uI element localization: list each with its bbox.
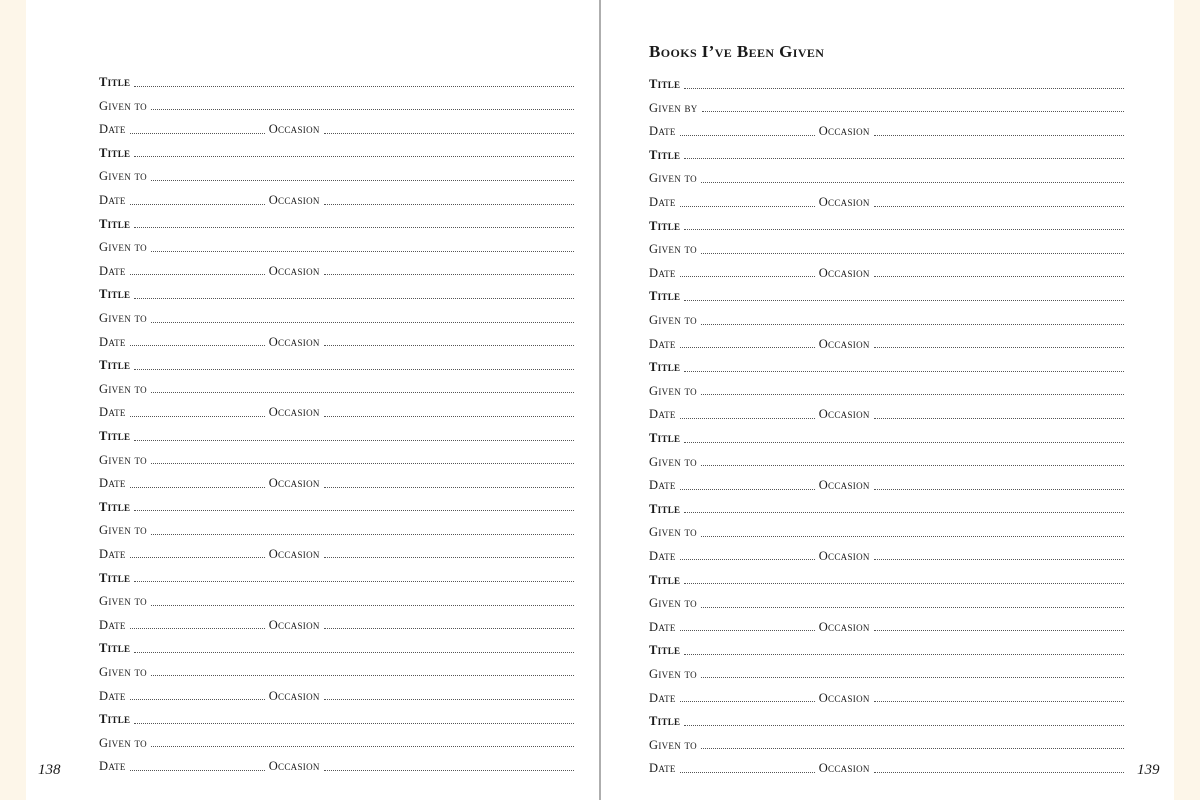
title-label: Title — [649, 431, 681, 445]
entry-given-row — [649, 233, 1124, 257]
given-label: Given by — [649, 100, 698, 115]
entry-date-row — [99, 255, 574, 279]
occasion-line[interactable] — [324, 487, 574, 488]
given-line[interactable] — [151, 392, 574, 393]
right-page — [649, 0, 1124, 800]
entry-given-row — [99, 585, 574, 609]
title-label: Title — [649, 572, 681, 587]
given-line[interactable] — [151, 605, 574, 606]
entry-date-row — [99, 467, 574, 491]
occasion-label: Occasion — [818, 336, 870, 351]
occasion-label: Occasion — [818, 478, 870, 493]
entry-title-row — [649, 705, 1124, 729]
date-line[interactable] — [130, 274, 265, 275]
occasion-line[interactable] — [874, 630, 1124, 631]
occasion-label: Occasion — [268, 546, 320, 561]
page-number-left: 138 — [38, 762, 61, 778]
date-label: Date — [99, 263, 126, 278]
date-line[interactable] — [680, 559, 815, 560]
occasion-line[interactable] — [324, 274, 574, 275]
given-label: Given to — [99, 735, 147, 750]
occasion-label: Occasion — [268, 405, 320, 420]
title-line[interactable] — [134, 652, 574, 653]
date-line[interactable] — [680, 347, 815, 348]
occasion-label: Occasion — [818, 265, 870, 280]
title-line[interactable] — [684, 371, 1124, 372]
date-label: Date — [99, 122, 126, 137]
date-label: Date — [649, 761, 676, 776]
given-label: Given to — [99, 452, 147, 467]
entry-date-row — [649, 681, 1124, 705]
entry-title-row — [99, 66, 574, 90]
entry-given-row — [649, 658, 1124, 682]
entry-date-row — [649, 257, 1124, 281]
occasion-label: Occasion — [818, 690, 870, 705]
entry-title-row — [99, 349, 574, 373]
given-line[interactable] — [701, 182, 1124, 183]
date-label: Date — [649, 336, 676, 351]
occasion-line[interactable] — [874, 135, 1124, 136]
entry-given-row — [99, 656, 574, 680]
occasion-label: Occasion — [268, 193, 320, 208]
left-entry-list — [99, 66, 574, 774]
date-label: Date — [99, 405, 126, 420]
entry-title-row — [649, 563, 1124, 587]
given-line[interactable] — [701, 465, 1124, 466]
entry-given-row — [649, 162, 1124, 186]
entry-date-row — [99, 750, 574, 774]
entry-given-row — [99, 231, 574, 255]
date-line[interactable] — [130, 487, 265, 488]
given-line[interactable] — [701, 748, 1124, 749]
given-line[interactable] — [151, 534, 574, 535]
entry-title-row — [649, 634, 1124, 658]
date-line[interactable] — [680, 418, 815, 419]
title-label: Title — [99, 429, 131, 443]
given-line[interactable] — [701, 394, 1124, 395]
date-line[interactable] — [130, 628, 265, 629]
title-line[interactable] — [134, 510, 574, 511]
entry-given-row — [99, 302, 574, 326]
title-label: Title — [649, 147, 681, 162]
entry-date-row — [649, 469, 1124, 493]
given-line[interactable] — [701, 536, 1124, 537]
given-line[interactable] — [151, 251, 574, 252]
given-label: Given to — [649, 737, 697, 752]
date-label: Date — [99, 617, 126, 632]
occasion-line[interactable] — [324, 628, 574, 629]
entry-title-row — [649, 422, 1124, 446]
given-line[interactable] — [151, 675, 574, 676]
entry-given-row — [99, 160, 574, 184]
date-label: Date — [649, 690, 676, 705]
given-label: Given to — [649, 666, 697, 681]
entry-given-row — [99, 727, 574, 751]
date-label: Date — [99, 476, 126, 491]
entry-title-row — [649, 493, 1124, 517]
title-line[interactable] — [684, 300, 1124, 301]
occasion-label: Occasion — [268, 688, 320, 703]
title-label: Title — [649, 289, 681, 304]
entry-date-row — [649, 398, 1124, 422]
occasion-line[interactable] — [324, 770, 574, 771]
entry-date-row — [649, 186, 1124, 210]
occasion-line[interactable] — [874, 347, 1124, 348]
entry-title-row — [649, 210, 1124, 234]
entry-title-row — [649, 139, 1124, 163]
page-gutter — [599, 0, 601, 800]
date-line[interactable] — [680, 206, 815, 207]
entry-title-row — [649, 280, 1124, 304]
date-label: Date — [649, 619, 676, 634]
occasion-line[interactable] — [874, 418, 1124, 419]
title-label: Title — [99, 287, 131, 302]
date-label: Date — [649, 478, 676, 493]
title-line[interactable] — [134, 440, 574, 441]
date-line[interactable] — [680, 772, 815, 773]
given-label: Given to — [99, 98, 147, 113]
entry-date-row — [99, 396, 574, 420]
entry-date-row — [99, 113, 574, 137]
occasion-line[interactable] — [324, 557, 574, 558]
occasion-line[interactable] — [874, 559, 1124, 560]
occasion-line[interactable] — [874, 489, 1124, 490]
given-line[interactable] — [151, 180, 574, 181]
entry-given-row — [649, 92, 1124, 116]
given-line[interactable] — [702, 111, 1124, 112]
title-line[interactable] — [134, 227, 574, 228]
title-line[interactable] — [134, 581, 574, 582]
title-label: Title — [649, 218, 681, 233]
date-line[interactable] — [680, 701, 815, 702]
occasion-label: Occasion — [268, 476, 320, 491]
occasion-label: Occasion — [268, 759, 320, 774]
occasion-line[interactable] — [874, 206, 1124, 207]
page-heading: Books I’ve Been Given — [649, 42, 825, 61]
entry-date-row — [99, 609, 574, 633]
title-label: Title — [99, 216, 131, 231]
occasion-line[interactable] — [324, 133, 574, 134]
date-label: Date — [649, 265, 676, 280]
date-line[interactable] — [130, 416, 265, 417]
entry-given-row — [649, 587, 1124, 611]
entry-given-row — [99, 90, 574, 114]
given-label: Given to — [99, 381, 147, 396]
title-line[interactable] — [134, 369, 574, 370]
entry-date-row — [99, 326, 574, 350]
title-label: Title — [99, 570, 131, 585]
occasion-label: Occasion — [818, 407, 870, 422]
entry-date-row — [649, 540, 1124, 564]
date-line[interactable] — [680, 489, 815, 490]
occasion-label: Occasion — [268, 334, 320, 349]
entry-date-row — [99, 538, 574, 562]
title-line[interactable] — [684, 583, 1124, 584]
date-label: Date — [99, 334, 126, 349]
title-line[interactable] — [684, 88, 1124, 89]
title-line[interactable] — [684, 442, 1124, 443]
date-line[interactable] — [130, 133, 265, 134]
occasion-label: Occasion — [818, 195, 870, 210]
entry-given-row — [99, 514, 574, 538]
occasion-label: Occasion — [268, 617, 320, 632]
entry-given-row — [99, 444, 574, 468]
entry-title-row — [99, 561, 574, 585]
date-line[interactable] — [130, 770, 265, 771]
entry-date-row — [99, 184, 574, 208]
given-label: Given to — [649, 525, 697, 540]
date-label: Date — [649, 195, 676, 210]
occasion-label: Occasion — [818, 619, 870, 634]
title-label: Title — [649, 360, 681, 375]
given-label: Given to — [649, 242, 697, 257]
given-label: Given to — [649, 313, 697, 328]
entry-title-row — [99, 137, 574, 161]
title-line[interactable] — [684, 229, 1124, 230]
entry-date-row — [649, 328, 1124, 352]
given-label: Given to — [99, 664, 147, 679]
page-number-right: 139 — [1137, 762, 1160, 778]
entry-title-row — [99, 208, 574, 232]
occasion-label: Occasion — [268, 263, 320, 278]
entry-title-row — [99, 420, 574, 444]
given-label: Given to — [99, 311, 147, 326]
entry-title-row — [99, 703, 574, 727]
given-label: Given to — [649, 383, 697, 398]
occasion-line[interactable] — [324, 204, 574, 205]
given-label: Given to — [649, 171, 697, 186]
date-label: Date — [649, 407, 676, 422]
given-line[interactable] — [701, 677, 1124, 678]
entry-date-row — [649, 752, 1124, 776]
title-line[interactable] — [134, 298, 574, 299]
given-label: Given to — [649, 454, 697, 469]
given-line[interactable] — [151, 746, 574, 747]
occasion-line[interactable] — [324, 345, 574, 346]
title-label: Title — [649, 77, 681, 92]
entry-title-row — [99, 491, 574, 515]
entry-title-row — [99, 632, 574, 656]
title-line[interactable] — [684, 725, 1124, 726]
entry-title-row — [99, 278, 574, 302]
entry-date-row — [649, 115, 1124, 139]
given-label: Given to — [99, 240, 147, 255]
entry-date-row — [649, 611, 1124, 635]
title-line[interactable] — [134, 156, 574, 157]
date-label: Date — [649, 548, 676, 563]
date-label: Date — [99, 193, 126, 208]
date-line[interactable] — [680, 276, 815, 277]
title-label: Title — [649, 643, 681, 658]
right-entry-list — [649, 68, 1124, 776]
title-label: Title — [649, 501, 681, 516]
date-label: Date — [99, 688, 126, 703]
date-label: Date — [649, 124, 676, 139]
entry-given-row — [649, 516, 1124, 540]
entry-given-row — [99, 373, 574, 397]
title-label: Title — [649, 714, 681, 729]
entry-title-row — [649, 351, 1124, 375]
given-line[interactable] — [701, 324, 1124, 325]
date-line[interactable] — [680, 630, 815, 631]
occasion-label: Occasion — [268, 122, 320, 137]
occasion-label: Occasion — [818, 548, 870, 563]
title-label: Title — [99, 712, 131, 727]
occasion-label: Occasion — [818, 761, 870, 776]
entry-given-row — [649, 729, 1124, 753]
date-label: Date — [99, 759, 126, 774]
given-line[interactable] — [701, 253, 1124, 254]
given-label: Given to — [99, 169, 147, 184]
given-line[interactable] — [151, 463, 574, 464]
date-line[interactable] — [130, 345, 265, 346]
title-label: Title — [99, 641, 131, 656]
title-line[interactable] — [134, 86, 574, 87]
given-line[interactable] — [151, 322, 574, 323]
entry-date-row — [99, 679, 574, 703]
date-line[interactable] — [130, 557, 265, 558]
given-line[interactable] — [701, 607, 1124, 608]
entry-given-row — [649, 446, 1124, 470]
left-page — [99, 0, 574, 800]
date-line[interactable] — [130, 699, 265, 700]
date-line[interactable] — [130, 204, 265, 205]
date-line[interactable] — [680, 135, 815, 136]
given-label: Given to — [99, 594, 147, 609]
occasion-line[interactable] — [324, 416, 574, 417]
occasion-line[interactable] — [874, 276, 1124, 277]
given-label: Given to — [649, 596, 697, 611]
entry-given-row — [649, 304, 1124, 328]
occasion-label: Occasion — [818, 124, 870, 139]
entry-title-row — [649, 68, 1124, 92]
title-label: Title — [99, 499, 131, 514]
title-line[interactable] — [684, 158, 1124, 159]
occasion-line[interactable] — [874, 701, 1124, 702]
occasion-line[interactable] — [874, 772, 1124, 773]
title-line[interactable] — [684, 512, 1124, 513]
date-label: Date — [99, 546, 126, 561]
title-label: Title — [99, 145, 131, 160]
title-line[interactable] — [684, 654, 1124, 655]
occasion-line[interactable] — [324, 699, 574, 700]
title-label: Title — [99, 358, 131, 373]
title-line[interactable] — [134, 723, 574, 724]
title-label: Title — [99, 75, 131, 90]
given-line[interactable] — [151, 109, 574, 110]
entry-given-row — [649, 375, 1124, 399]
given-label: Given to — [99, 523, 147, 538]
